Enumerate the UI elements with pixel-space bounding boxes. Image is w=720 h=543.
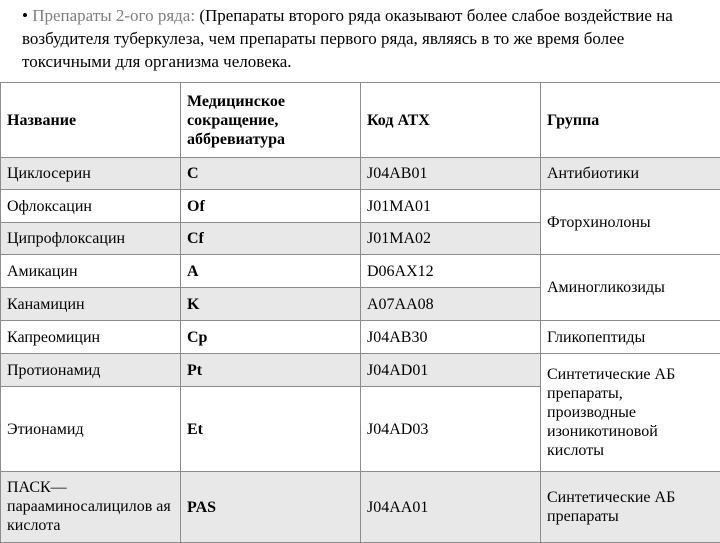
drug-group-aminoglycosides: Аминогликозиды	[541, 255, 720, 321]
drug-name: Амикацин	[1, 255, 181, 288]
drug-name: Циклосерин	[1, 158, 181, 190]
drug-atc-code: J04AB30	[361, 321, 541, 354]
drug-atc-code: A07AA08	[361, 288, 541, 321]
table-header-row	[1, 83, 720, 158]
table-row	[1, 321, 720, 354]
header-atc-code: Код АТХ	[361, 83, 541, 158]
header-abbreviation: Медицинское сокращение, аббревиатура	[181, 83, 361, 158]
drug-abbreviation: C	[181, 158, 361, 190]
drug-name: Этионамид	[1, 387, 181, 472]
bullet: •	[22, 6, 28, 25]
drug-abbreviation: A	[181, 255, 361, 288]
table-row	[1, 472, 720, 543]
drug-group: Гликопептиды	[541, 321, 720, 354]
drug-name: Ципрофлоксацин	[1, 223, 181, 255]
intro-text: (Препараты второго ряда оказывают более слабое воздействие на возбудителя туберкулеза, чем препараты первого ряда, являясь в то же время более токсичными для организма человека.	[22, 6, 673, 71]
drug-name: Протионамид	[1, 354, 181, 387]
drug-atc-code: J04AB01	[361, 158, 541, 190]
table-row	[1, 354, 720, 387]
header-group: Группа	[541, 83, 720, 158]
intro-paragraph	[22, 4, 712, 73]
drugs-table	[0, 82, 720, 543]
drug-abbreviation: Et	[181, 387, 361, 472]
drug-atc-code: D06AX12	[361, 255, 541, 288]
drug-abbreviation: Cf	[181, 223, 361, 255]
table-row	[1, 255, 720, 288]
drug-name: Офлоксацин	[1, 190, 181, 223]
drug-abbreviation: Pt	[181, 354, 361, 387]
drug-name: ПАСК— парааминосалицилов ая кислота	[1, 472, 181, 543]
table-row	[1, 190, 720, 223]
drug-atc-code: J04AA01	[361, 472, 541, 543]
drug-group: Синтетические АБ препараты	[541, 472, 720, 543]
drug-abbreviation: K	[181, 288, 361, 321]
drug-name: Канамицин	[1, 288, 181, 321]
drug-atc-code: J04AD03	[361, 387, 541, 472]
drug-atc-code: J04AD01	[361, 354, 541, 387]
drug-atc-code: J01MA01	[361, 190, 541, 223]
drug-abbreviation: Cp	[181, 321, 361, 354]
drug-abbreviation: Of	[181, 190, 361, 223]
drug-group-synthetic-isoniazid: Синтетические АБ препараты, производные изоникотиновой кислоты	[541, 354, 720, 472]
intro-highlight: Препараты 2-ого ряда:	[32, 6, 195, 25]
drug-group-fluoroquinolones: Фторхинолоны	[541, 190, 720, 255]
drug-name: Капреомицин	[1, 321, 181, 354]
drug-atc-code: J01MA02	[361, 223, 541, 255]
drug-group: Антибиотики	[541, 158, 720, 190]
table-row	[1, 158, 720, 190]
drug-abbreviation: PAS	[181, 472, 361, 543]
header-name: Название	[1, 83, 181, 158]
